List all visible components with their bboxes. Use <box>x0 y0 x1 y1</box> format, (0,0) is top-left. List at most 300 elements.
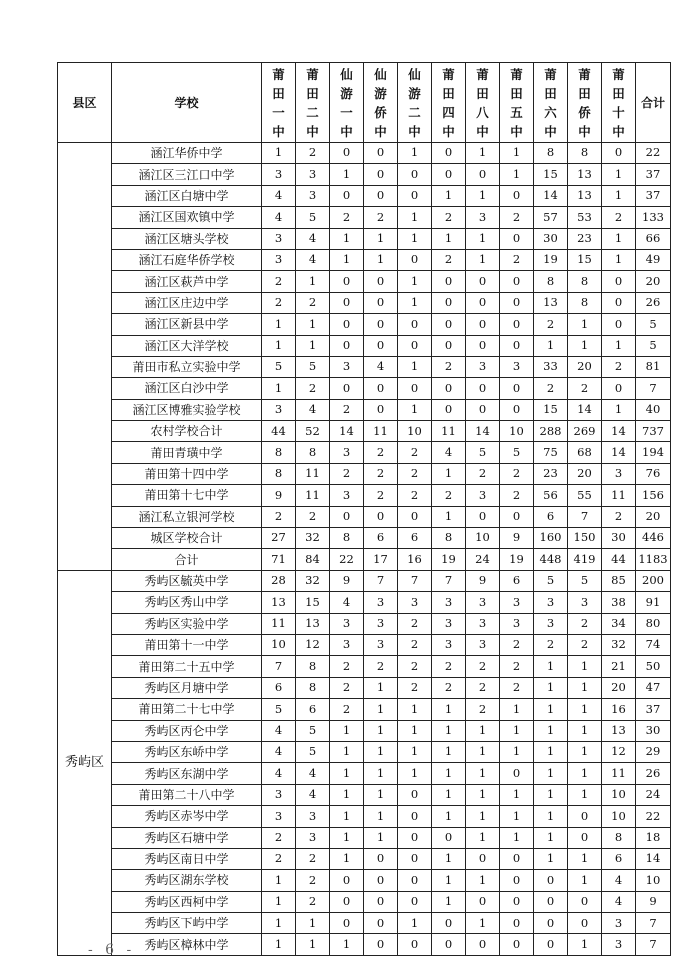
count-cell: 3 <box>262 399 296 420</box>
row-total-cell: 22 <box>636 806 671 827</box>
count-cell: 0 <box>398 870 432 891</box>
count-cell: 3 <box>330 356 364 377</box>
count-cell: 0 <box>466 164 500 185</box>
table-row <box>58 656 671 677</box>
count-cell: 3 <box>500 613 534 634</box>
count-cell: 0 <box>364 913 398 934</box>
count-cell: 3 <box>330 634 364 655</box>
header-char: 莆 <box>544 66 557 82</box>
count-cell: 8 <box>262 463 296 484</box>
count-cell: 3 <box>466 207 500 228</box>
count-cell: 4 <box>296 784 330 805</box>
count-cell: 0 <box>364 185 398 206</box>
row-total-cell: 37 <box>636 699 671 720</box>
count-cell: 30 <box>534 228 568 249</box>
count-cell: 3 <box>296 185 330 206</box>
count-cell: 3 <box>466 613 500 634</box>
header-char: 二 <box>306 104 319 120</box>
count-cell: 0 <box>330 143 364 164</box>
count-cell: 1 <box>466 741 500 762</box>
table-row <box>58 271 671 292</box>
count-cell: 1 <box>364 699 398 720</box>
table-row <box>58 613 671 634</box>
count-cell: 12 <box>602 741 636 762</box>
count-cell: 1 <box>296 934 330 955</box>
header-char: 田 <box>306 85 319 101</box>
count-cell: 3 <box>568 592 602 613</box>
count-cell: 448 <box>534 549 568 570</box>
count-cell: 1 <box>364 249 398 270</box>
page-number: - 6 - <box>88 942 136 958</box>
count-cell: 10 <box>398 421 432 442</box>
count-cell: 14 <box>602 442 636 463</box>
count-cell: 6 <box>500 570 534 591</box>
count-cell: 1 <box>568 848 602 869</box>
count-cell: 2 <box>466 677 500 698</box>
count-cell: 11 <box>296 485 330 506</box>
count-cell: 20 <box>602 677 636 698</box>
header-char: 一 <box>340 104 353 120</box>
school-name-cell: 莆田青璜中学 <box>112 442 262 463</box>
count-cell: 5 <box>296 720 330 741</box>
count-cell: 0 <box>568 891 602 912</box>
count-cell: 4 <box>262 720 296 741</box>
header-char: 中 <box>510 123 523 139</box>
table-row <box>58 720 671 741</box>
count-cell: 2 <box>500 207 534 228</box>
count-cell: 0 <box>568 806 602 827</box>
count-cell: 1 <box>500 741 534 762</box>
count-cell: 1 <box>432 806 466 827</box>
count-cell: 11 <box>296 463 330 484</box>
header-school-column <box>262 63 296 143</box>
row-total-cell: 81 <box>636 356 671 377</box>
count-cell: 13 <box>262 592 296 613</box>
district-cell <box>58 143 112 571</box>
count-cell: 8 <box>296 656 330 677</box>
header-char: 莆 <box>510 66 523 82</box>
count-cell: 57 <box>534 207 568 228</box>
count-cell: 1 <box>262 335 296 356</box>
row-total-cell: 47 <box>636 677 671 698</box>
header-char: 中 <box>340 123 353 139</box>
count-cell: 14 <box>602 421 636 442</box>
count-cell: 1 <box>432 720 466 741</box>
count-cell: 2 <box>364 656 398 677</box>
table-row <box>58 549 671 570</box>
table-row <box>58 185 671 206</box>
header-char: 一 <box>272 104 285 120</box>
count-cell: 2 <box>398 613 432 634</box>
count-cell: 3 <box>602 913 636 934</box>
count-cell: 0 <box>534 891 568 912</box>
table-row <box>58 463 671 484</box>
table-row <box>58 570 671 591</box>
count-cell: 4 <box>296 228 330 249</box>
count-cell: 1 <box>262 913 296 934</box>
header-char: 游 <box>374 85 387 101</box>
count-cell: 1 <box>568 314 602 335</box>
header-char: 八 <box>476 104 489 120</box>
count-cell: 14 <box>330 421 364 442</box>
count-cell: 1 <box>364 677 398 698</box>
count-cell: 2 <box>296 848 330 869</box>
row-total-cell: 194 <box>636 442 671 463</box>
count-cell: 0 <box>330 292 364 313</box>
count-cell: 2 <box>466 699 500 720</box>
count-cell: 1 <box>364 784 398 805</box>
row-total-cell: 133 <box>636 207 671 228</box>
count-cell: 5 <box>466 442 500 463</box>
count-cell: 34 <box>602 613 636 634</box>
count-cell: 0 <box>466 934 500 955</box>
count-cell: 85 <box>602 570 636 591</box>
school-name-cell: 合计 <box>112 549 262 570</box>
count-cell: 1 <box>466 143 500 164</box>
count-cell: 1 <box>330 164 364 185</box>
count-cell: 3 <box>330 613 364 634</box>
count-cell: 2 <box>398 677 432 698</box>
count-cell: 5 <box>262 356 296 377</box>
table-row <box>58 335 671 356</box>
count-cell: 419 <box>568 549 602 570</box>
count-cell: 1 <box>500 143 534 164</box>
count-cell: 1 <box>466 228 500 249</box>
count-cell: 0 <box>500 378 534 399</box>
row-total-cell: 737 <box>636 421 671 442</box>
count-cell: 0 <box>364 143 398 164</box>
count-cell: 2 <box>466 656 500 677</box>
count-cell: 84 <box>296 549 330 570</box>
count-cell: 0 <box>364 292 398 313</box>
header-char: 莆 <box>612 66 625 82</box>
count-cell: 52 <box>296 421 330 442</box>
count-cell: 2 <box>602 356 636 377</box>
count-cell: 32 <box>296 570 330 591</box>
count-cell: 2 <box>330 677 364 698</box>
count-cell: 2 <box>398 463 432 484</box>
school-name-cell: 涵江区庄边中学 <box>112 292 262 313</box>
count-cell: 0 <box>500 506 534 527</box>
count-cell: 2 <box>262 827 296 848</box>
count-cell: 1 <box>568 720 602 741</box>
count-cell: 5 <box>534 570 568 591</box>
count-cell: 1 <box>262 314 296 335</box>
count-cell: 1 <box>534 677 568 698</box>
school-name-cell: 秀屿区南日中学 <box>112 848 262 869</box>
count-cell: 2 <box>500 677 534 698</box>
count-cell: 288 <box>534 421 568 442</box>
count-cell: 19 <box>500 549 534 570</box>
row-total-cell: 156 <box>636 485 671 506</box>
count-cell: 1 <box>466 763 500 784</box>
header-char: 中 <box>544 123 557 139</box>
count-cell: 0 <box>364 164 398 185</box>
school-name-cell: 秀屿区樟林中学 <box>112 934 262 955</box>
count-cell: 1 <box>364 720 398 741</box>
count-cell: 2 <box>296 292 330 313</box>
count-cell: 1 <box>432 763 466 784</box>
count-cell: 10 <box>262 634 296 655</box>
count-cell: 1 <box>466 913 500 934</box>
count-cell: 0 <box>534 934 568 955</box>
table-row <box>58 249 671 270</box>
school-name-cell: 涵江华侨中学 <box>112 143 262 164</box>
count-cell: 1 <box>330 720 364 741</box>
count-cell: 4 <box>296 399 330 420</box>
count-cell: 44 <box>262 421 296 442</box>
count-cell: 1 <box>432 784 466 805</box>
district-cell: 秀屿区 <box>58 570 112 955</box>
row-total-cell: 7 <box>636 934 671 955</box>
count-cell: 0 <box>364 271 398 292</box>
count-cell: 0 <box>534 870 568 891</box>
count-cell: 1 <box>568 784 602 805</box>
count-cell: 33 <box>534 356 568 377</box>
table-row <box>58 848 671 869</box>
table-row <box>58 934 671 955</box>
table-body <box>58 143 671 956</box>
school-name-cell: 涵江区塘头学校 <box>112 228 262 249</box>
count-cell: 19 <box>432 549 466 570</box>
count-cell: 2 <box>432 485 466 506</box>
count-cell: 27 <box>262 528 296 549</box>
school-name-cell: 莆田市私立实验中学 <box>112 356 262 377</box>
count-cell: 2 <box>330 699 364 720</box>
count-cell: 2 <box>534 314 568 335</box>
count-cell: 8 <box>330 528 364 549</box>
table-row <box>58 399 671 420</box>
school-name-cell: 城区学校合计 <box>112 528 262 549</box>
count-cell: 0 <box>364 891 398 912</box>
count-cell: 4 <box>296 249 330 270</box>
count-cell: 1 <box>296 913 330 934</box>
count-cell: 0 <box>432 314 466 335</box>
count-cell: 0 <box>364 378 398 399</box>
count-cell: 1 <box>500 164 534 185</box>
count-cell: 150 <box>568 528 602 549</box>
count-cell: 1 <box>364 763 398 784</box>
row-total-cell: 446 <box>636 528 671 549</box>
count-cell: 3 <box>500 592 534 613</box>
school-name-cell: 莆田第二十七中学 <box>112 699 262 720</box>
count-cell: 3 <box>364 592 398 613</box>
header-char: 中 <box>408 123 421 139</box>
count-cell: 3 <box>330 442 364 463</box>
count-cell: 3 <box>262 164 296 185</box>
count-cell: 2 <box>432 656 466 677</box>
header-char: 莆 <box>578 66 591 82</box>
table-row <box>58 485 671 506</box>
row-total-cell: 37 <box>636 164 671 185</box>
table-row <box>58 592 671 613</box>
count-cell: 8 <box>534 143 568 164</box>
count-cell: 9 <box>262 485 296 506</box>
count-cell: 2 <box>330 207 364 228</box>
count-cell: 1 <box>364 741 398 762</box>
school-name-cell: 秀屿区东峤中学 <box>112 741 262 762</box>
count-cell: 5 <box>296 207 330 228</box>
count-cell: 5 <box>296 356 330 377</box>
count-cell: 0 <box>398 378 432 399</box>
header-char: 中 <box>578 123 591 139</box>
count-cell: 6 <box>602 848 636 869</box>
count-cell: 1 <box>432 506 466 527</box>
count-cell: 2 <box>262 848 296 869</box>
row-total-cell: 80 <box>636 613 671 634</box>
row-total-cell: 7 <box>636 378 671 399</box>
count-cell: 1 <box>602 228 636 249</box>
count-cell: 3 <box>432 634 466 655</box>
count-cell: 2 <box>602 506 636 527</box>
school-name-cell: 涵江私立银河学校 <box>112 506 262 527</box>
count-cell: 1 <box>534 656 568 677</box>
row-total-cell: 200 <box>636 570 671 591</box>
count-cell: 1 <box>534 763 568 784</box>
count-cell: 8 <box>568 143 602 164</box>
count-cell: 28 <box>262 570 296 591</box>
count-cell: 1 <box>432 185 466 206</box>
table-row <box>58 870 671 891</box>
header-char: 田 <box>272 85 285 101</box>
count-cell: 0 <box>466 848 500 869</box>
count-cell: 14 <box>534 185 568 206</box>
count-cell: 1 <box>466 720 500 741</box>
count-cell: 2 <box>432 207 466 228</box>
count-cell: 2 <box>500 656 534 677</box>
header-school-column <box>602 63 636 143</box>
count-cell: 3 <box>432 613 466 634</box>
count-cell: 3 <box>534 613 568 634</box>
count-cell: 0 <box>432 271 466 292</box>
count-cell: 5 <box>500 442 534 463</box>
enrollment-table-container <box>57 62 670 956</box>
count-cell: 1 <box>568 656 602 677</box>
header-char: 田 <box>510 85 523 101</box>
count-cell: 1 <box>398 699 432 720</box>
count-cell: 7 <box>432 570 466 591</box>
count-cell: 2 <box>262 271 296 292</box>
count-cell: 3 <box>602 934 636 955</box>
count-cell: 1 <box>398 741 432 762</box>
enrollment-table <box>57 62 671 956</box>
school-name-cell: 秀屿区湖东学校 <box>112 870 262 891</box>
school-name-cell: 秀屿区赤岑中学 <box>112 806 262 827</box>
count-cell: 1 <box>534 720 568 741</box>
count-cell: 2 <box>262 506 296 527</box>
table-row <box>58 442 671 463</box>
count-cell: 15 <box>534 399 568 420</box>
count-cell: 0 <box>500 870 534 891</box>
count-cell: 160 <box>534 528 568 549</box>
header-char: 田 <box>442 85 455 101</box>
header-char: 仙 <box>408 66 421 82</box>
count-cell: 0 <box>466 271 500 292</box>
school-name-cell: 涵江区新县中学 <box>112 314 262 335</box>
count-cell: 1 <box>262 891 296 912</box>
count-cell: 2 <box>534 378 568 399</box>
count-cell: 19 <box>534 249 568 270</box>
count-cell: 32 <box>602 634 636 655</box>
count-cell: 0 <box>500 335 534 356</box>
table-row <box>58 913 671 934</box>
header-char: 中 <box>476 123 489 139</box>
school-name-cell: 莆田第二十五中学 <box>112 656 262 677</box>
count-cell: 1 <box>602 164 636 185</box>
count-cell: 6 <box>296 699 330 720</box>
count-cell: 0 <box>364 506 398 527</box>
count-cell: 0 <box>330 870 364 891</box>
count-cell: 0 <box>466 891 500 912</box>
count-cell: 0 <box>500 228 534 249</box>
count-cell: 0 <box>466 335 500 356</box>
count-cell: 0 <box>432 378 466 399</box>
count-cell: 0 <box>398 827 432 848</box>
count-cell: 44 <box>602 549 636 570</box>
count-cell: 1 <box>534 741 568 762</box>
row-total-cell: 40 <box>636 399 671 420</box>
header-school-column <box>432 63 466 143</box>
school-name-cell: 涵江石庭华侨学校 <box>112 249 262 270</box>
row-total-cell: 18 <box>636 827 671 848</box>
count-cell: 3 <box>466 485 500 506</box>
count-cell: 0 <box>330 891 364 912</box>
count-cell: 1 <box>568 934 602 955</box>
count-cell: 1 <box>432 870 466 891</box>
table-row <box>58 806 671 827</box>
count-cell: 0 <box>398 848 432 869</box>
count-cell: 11 <box>364 421 398 442</box>
count-cell: 0 <box>466 378 500 399</box>
row-total-cell: 1183 <box>636 549 671 570</box>
table-row <box>58 314 671 335</box>
row-total-cell: 20 <box>636 271 671 292</box>
count-cell: 2 <box>398 442 432 463</box>
count-cell: 1 <box>398 228 432 249</box>
count-cell: 11 <box>262 613 296 634</box>
count-cell: 0 <box>602 271 636 292</box>
table-row <box>58 891 671 912</box>
row-total-cell: 7 <box>636 913 671 934</box>
count-cell: 6 <box>534 506 568 527</box>
header-char: 莆 <box>442 66 455 82</box>
header-char: 仙 <box>340 66 353 82</box>
count-cell: 1 <box>568 677 602 698</box>
count-cell: 1 <box>398 292 432 313</box>
count-cell: 1 <box>398 720 432 741</box>
school-name-cell: 涵江区白沙中学 <box>112 378 262 399</box>
count-cell: 0 <box>466 292 500 313</box>
count-cell: 1 <box>568 741 602 762</box>
count-cell: 0 <box>330 378 364 399</box>
row-total-cell: 5 <box>636 335 671 356</box>
count-cell: 1 <box>330 741 364 762</box>
count-cell: 71 <box>262 549 296 570</box>
count-cell: 1 <box>466 806 500 827</box>
count-cell: 1 <box>500 827 534 848</box>
count-cell: 1 <box>432 699 466 720</box>
count-cell: 1 <box>602 185 636 206</box>
row-total-cell: 76 <box>636 463 671 484</box>
count-cell: 4 <box>432 442 466 463</box>
row-total-cell: 49 <box>636 249 671 270</box>
count-cell: 2 <box>534 634 568 655</box>
row-total-cell: 10 <box>636 870 671 891</box>
table-row <box>58 292 671 313</box>
count-cell: 3 <box>466 356 500 377</box>
count-cell: 0 <box>432 827 466 848</box>
count-cell: 2 <box>568 378 602 399</box>
